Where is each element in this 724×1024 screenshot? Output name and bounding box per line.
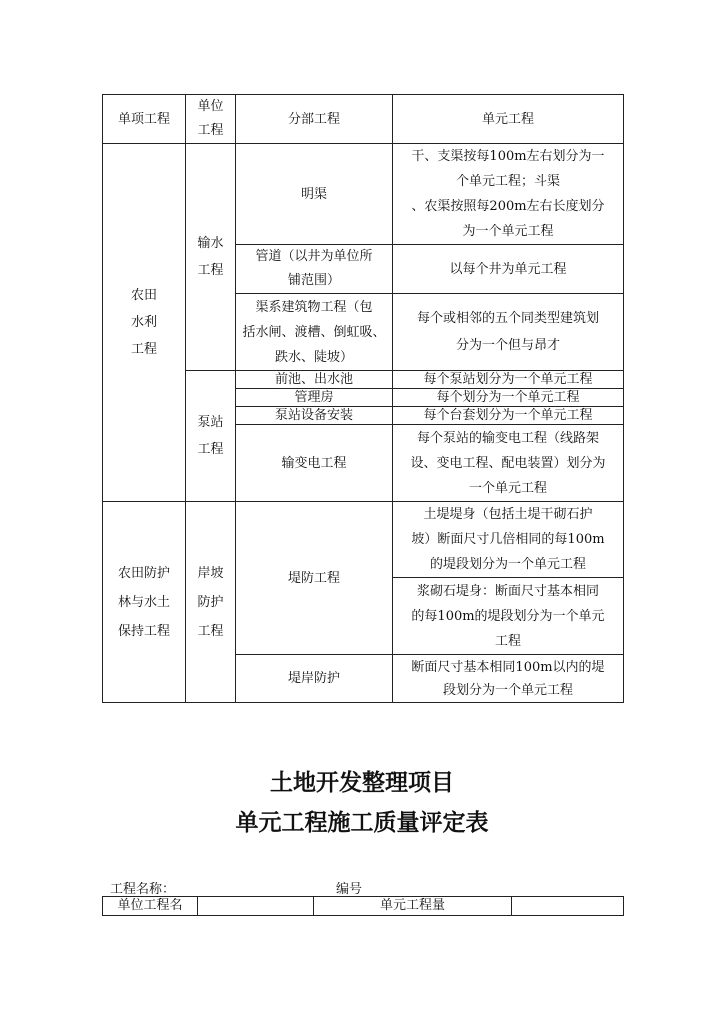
element-qty-value[interactable] <box>512 897 624 916</box>
unit-name-value[interactable] <box>198 897 314 916</box>
element-cell: 每个泵站的输变电工程（线路架 设、变电工程、配电装置）划分为 一个单元工程 <box>393 425 624 502</box>
division-cell: 渠系建筑物工程（包 括水闸、渡槽、倒虹吸、 跌水、陡坡） <box>236 294 393 371</box>
element-cell: 每个台套划分为一个单元工程 <box>393 407 624 425</box>
division-cell: 明渠 <box>236 144 393 245</box>
number-label: 编号 <box>336 882 363 897</box>
unit-water-conveyance: 输水 工程 <box>186 144 236 371</box>
header-item: 单项工程 <box>103 95 186 144</box>
table-row <box>103 144 624 245</box>
header-element: 单元工程 <box>393 95 624 144</box>
element-qty-label: 单元工程量 <box>314 897 512 916</box>
division-cell: 管道（以井为单位所 铺范围） <box>236 245 393 294</box>
header-row <box>103 95 624 144</box>
evaluation-form <box>102 896 624 916</box>
item-shelterbelt: 农田防护 林与水土 保持工程 <box>103 502 186 703</box>
unit-bank-protection: 岸坡 防护 工程 <box>186 502 236 703</box>
division-bank: 堤岸防护 <box>236 655 393 703</box>
form-row <box>103 897 624 916</box>
element-cell: 干、支渠按每100m左右划分为一 个单元工程；斗渠 、农渠按照每200m左右长度划分 为一个单元工程 <box>393 144 624 245</box>
division-cell: 输变电工程 <box>236 425 393 502</box>
division-cell: 前池、出水池 <box>236 371 393 389</box>
element-cell: 浆砌石堤身：断面尺寸基本相同 的每100m的堤段划分为一个单元 工程 <box>393 578 624 655</box>
division-table <box>102 94 624 703</box>
unit-name-label: 单位工程名 <box>103 897 198 916</box>
element-cell: 断面尺寸基本相同100m以内的堤 段划分为一个单元工程 <box>393 655 624 703</box>
table-row <box>103 502 624 578</box>
project-name-label: 工程名称： <box>110 882 176 897</box>
division-cell: 泵站设备安装 <box>236 407 393 425</box>
division-cell: 管理房 <box>236 389 393 407</box>
document-title: 土地开发整理项目 <box>270 770 454 796</box>
header-division: 分部工程 <box>236 95 393 144</box>
header-unit: 单位 工程 <box>186 95 236 144</box>
unit-pump-station: 泵站 工程 <box>186 371 236 502</box>
element-cell: 每个泵站划分为一个单元工程 <box>393 371 624 389</box>
element-cell: 每个划分为一个单元工程 <box>393 389 624 407</box>
item-farmland-water: 农田 水利 工程 <box>103 144 186 502</box>
element-cell: 以每个井为单元工程 <box>393 245 624 294</box>
element-cell: 每个或相邻的五个同类型建筑划 分为一个但与昂才 <box>393 294 624 371</box>
division-dike: 堤防工程 <box>236 502 393 655</box>
document-subtitle: 单元工程施工质量评定表 <box>235 810 489 836</box>
element-cell: 土堤堤身（包括土堤干砌石护 坡）断面尺寸几倍相同的每100m 的堤段划分为一个单元工程 <box>393 502 624 578</box>
